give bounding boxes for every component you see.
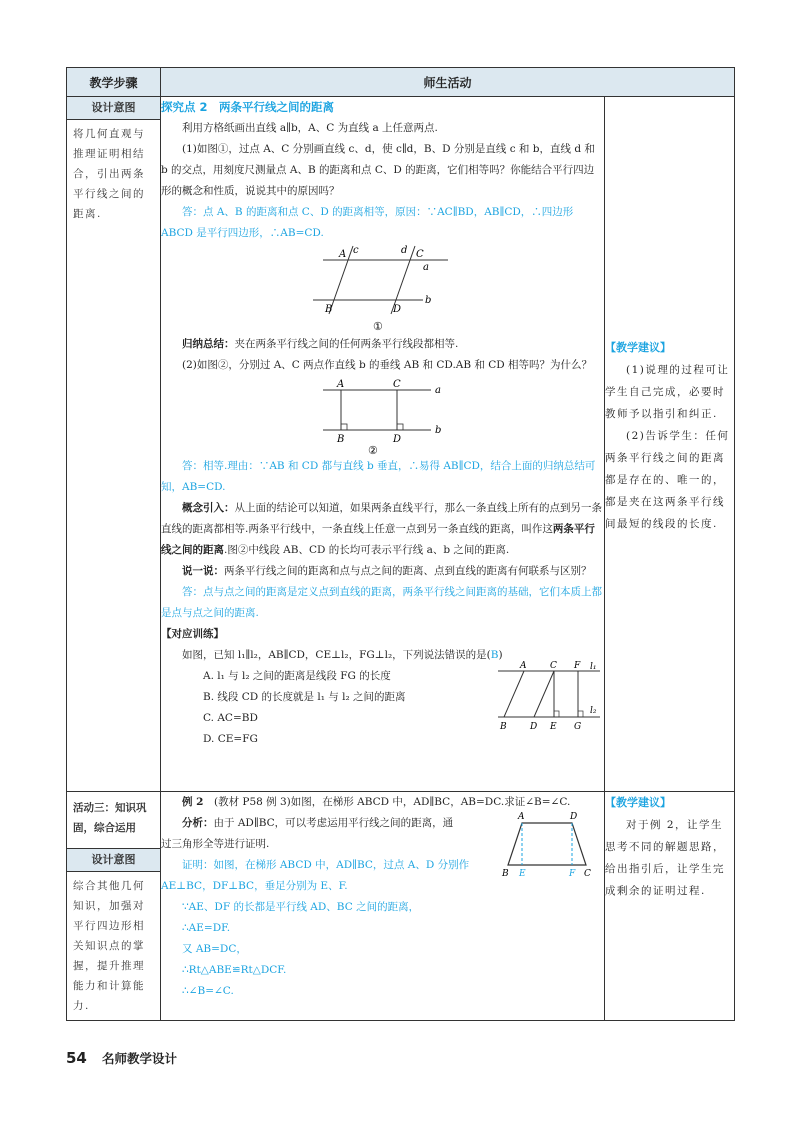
row-explore-2 (67, 97, 735, 792)
proof-line-2: ∵AE、DF 的长都是平行线 AD、BC 之间的距离， (182, 901, 420, 913)
concept-text-1: 从上面的结论可以知道，如果两条直线平行，那么一条直线上所有的点到另一条直线的距离都相等.两条平行线中，一条直线上任意一点到另一条直线的距离，叫作这 (161, 502, 602, 535)
analysis (161, 813, 461, 855)
fig3-label-B: B (500, 722, 507, 732)
fig1-label-c: c (352, 245, 359, 256)
intro-text: 利用方格纸画出直线 a∥b，A、C 为直线 a 上任意两点. (182, 122, 438, 134)
fig2-label-D: D (392, 434, 401, 445)
proof-line-1: 证明：如图，在梯形 ABCD 中，AD∥BC，过点 A、D 分别作 AE⊥BC，DF⊥BC，垂足分别为 E、F. (161, 859, 470, 892)
header-steps: 教学步骤 (67, 68, 161, 97)
table-header (67, 68, 735, 97)
teaching-suggestion-label: 【教学建议】 (605, 341, 671, 354)
fig3-label-F: F (574, 661, 581, 671)
fig1-label-b: b (424, 295, 431, 306)
concept-label: 概念引入： (182, 502, 235, 514)
row1-middle (161, 97, 605, 792)
fig1-label-A: A (338, 249, 346, 260)
fig1-label-B: B (324, 304, 332, 315)
section-title: 探究点 2 两条平行线之间的距离 (161, 100, 335, 114)
proof-line-3: ∴AE=DF. (182, 922, 231, 934)
row1-left (67, 97, 161, 792)
design-intent-text: 将几何直观与推理证明相结合，引出两条平行线之间的距离. (73, 128, 145, 220)
analysis-text: 由于 AD∥BC，可以考虑运用平行线之间的距离，通过三角形全等进行证明. (161, 817, 454, 850)
fig4-label-B: B (502, 869, 509, 879)
fig2-label-a: a (434, 385, 441, 396)
practice-question-pre: 如图，已知 l₁∥l₂，AB∥CD，CE⊥l₂，FG⊥l₂，下列说法错误的是( (182, 649, 491, 661)
practice-block (161, 645, 604, 750)
fig3-label-G: G (574, 722, 582, 732)
fig1-caption: ① (372, 320, 383, 333)
say-text: 两条平行线之间的距离和点与点之间的距离、点到直线的距离有何联系与区别？ (224, 565, 592, 577)
teaching-suggestion-1: (1)说理的过程可让学生自己完成，必要时教师予以指引和纠正. (605, 364, 730, 420)
lesson-table (66, 67, 735, 1021)
figure-2-perpendiculars (313, 376, 453, 456)
fig3-label-l1: l₁ (590, 662, 597, 672)
book-title: 名师教学设计 (101, 1051, 177, 1066)
fig3-label-E: E (550, 722, 557, 732)
practice-question-post: ) (498, 649, 503, 661)
example-label: 例 2 (182, 796, 204, 808)
teaching-suggestion-label-2: 【教学建议】 (605, 796, 671, 809)
concept-text-2: .图②中线段 AB、CD 的长均可表示平行线 a、b 之间的距离. (224, 544, 510, 556)
example-body (161, 813, 604, 1002)
figure-4-trapezoid (500, 809, 600, 879)
fig2-caption: ② (367, 444, 378, 456)
fig4-label-D: D (570, 812, 578, 822)
concept-intro (161, 498, 604, 561)
row1-right (605, 97, 735, 792)
figure-1-parallelogram (313, 244, 453, 334)
fig4-label-E: E (519, 869, 526, 879)
fig3-label-l2: l₂ (590, 706, 597, 716)
activity-3-title: 活动三：知识巩固，综合运用 (67, 792, 160, 849)
fig4-label-A: A (518, 812, 525, 822)
figure-3-practice (494, 661, 604, 733)
answer-1: 答：点 A、B 的距离和点 C、D 的距离相等，原因：∵AC∥BD，AB∥CD，∴四边形 ABCD 是平行四边形，∴AB=CD. (161, 206, 574, 239)
fig3-label-A: A (520, 661, 527, 671)
summary-text: 夹在两条平行线之间的任何两条平行线段都相等. (234, 338, 459, 350)
practice-label: 【对应训练】 (161, 628, 224, 640)
proof-line-4: 又 AB=DC， (182, 943, 247, 955)
row-activity-3 (67, 792, 735, 1021)
summary (161, 334, 604, 355)
header-activities: 师生活动 (161, 68, 735, 97)
answer-2: 答：相等.理由：∵AB 和 CD 都与直线 b 垂直，∴易得 AB∥CD，结合上面的归纳总结可知，AB=CD. (161, 460, 596, 493)
fig3-label-C: C (550, 661, 557, 671)
fig2-label-C: C (392, 379, 401, 390)
fig2-label-B: B (336, 434, 344, 445)
option-a: A. l₁ 与 l₂ 之间的距离是线段 FG 的长度 (203, 670, 391, 682)
page-footer (66, 1048, 177, 1067)
lesson-table-wrapper (66, 67, 734, 1021)
fig2-label-b: b (434, 425, 441, 436)
row2-right (605, 792, 735, 1021)
summary-label: 归纳总结： (182, 338, 235, 350)
teaching-suggestion-2: (2)告诉学生：任何两条平行线之间的距离都是存在的、唯一的，都是夹在这两条平行线间最短的线段的长度. (605, 430, 730, 530)
teaching-suggestion-3: 对于例 2，让学生思考不同的解题思路，给出指引后，让学生完成剩余的证明过程. (605, 819, 725, 897)
fig4-label-F: F (569, 869, 576, 879)
answer-3: 答：点与点之间的距离是定义点到直线的距离，两条平行线之间距离的基础，它们本质上都是点与点之间的距离. (161, 586, 602, 619)
page-number: 54 (66, 1049, 87, 1067)
question-1: (1)如图①，过点 A、C 分别画直线 c、d，使 c∥d，B、D 分别是直线 c 和 b，直线 d 和 b 的交点，用刻度尺测量点 A、B 的距离和点 C、D 的距离，它们相等吗？你能结合平行四边形的概念和性质，说说其中的原因吗？ (161, 143, 595, 197)
design-intent-tag-2: 设计意图 (67, 849, 160, 872)
row2-middle (161, 792, 605, 1021)
design-intent-text-2: 综合其他几何知识，加强对平行四边形相关知识点的掌握，提升推理能力和计算能力. (73, 880, 145, 1012)
say-label: 说一说： (182, 565, 224, 577)
design-intent-tag: 设计意图 (67, 97, 160, 120)
say-one-say (161, 561, 604, 582)
fig3-label-D: D (530, 722, 538, 732)
option-c: C. AC=BD (203, 712, 258, 724)
proof-line-5: ∴Rt△ABE≌Rt△DCF. (182, 964, 287, 976)
practice-answer: B (490, 649, 499, 661)
fig2-label-A: A (336, 379, 344, 390)
option-b: B. 线段 CD 的长度就是 l₁ 与 l₂ 之间的距离 (203, 691, 406, 703)
right-spacer (605, 97, 734, 337)
option-d: D. CE=FG (203, 733, 258, 745)
fig1-label-D: D (392, 304, 401, 315)
fig1-label-d: d (400, 245, 407, 256)
analysis-label: 分析： (182, 817, 214, 829)
proof-line-6: ∴∠B=∠C. (182, 985, 234, 997)
fig4-label-C: C (584, 869, 591, 879)
question-2: (2)如图②，分别过 A、C 两点作直线 b 的垂线 AB 和 CD.AB 和 CD 相等吗？为什么？ (182, 359, 593, 371)
concept-bold-term: 两条平行线之间的距离 (161, 523, 595, 556)
row2-left (67, 792, 161, 1021)
fig1-label-a: a (422, 262, 429, 273)
example-text: (教材 P58 例 3)如图，在梯形 ABCD 中，AD∥BC，AB=DC.求证∠B=∠C. (213, 796, 571, 808)
fig1-label-C: C (415, 249, 424, 260)
